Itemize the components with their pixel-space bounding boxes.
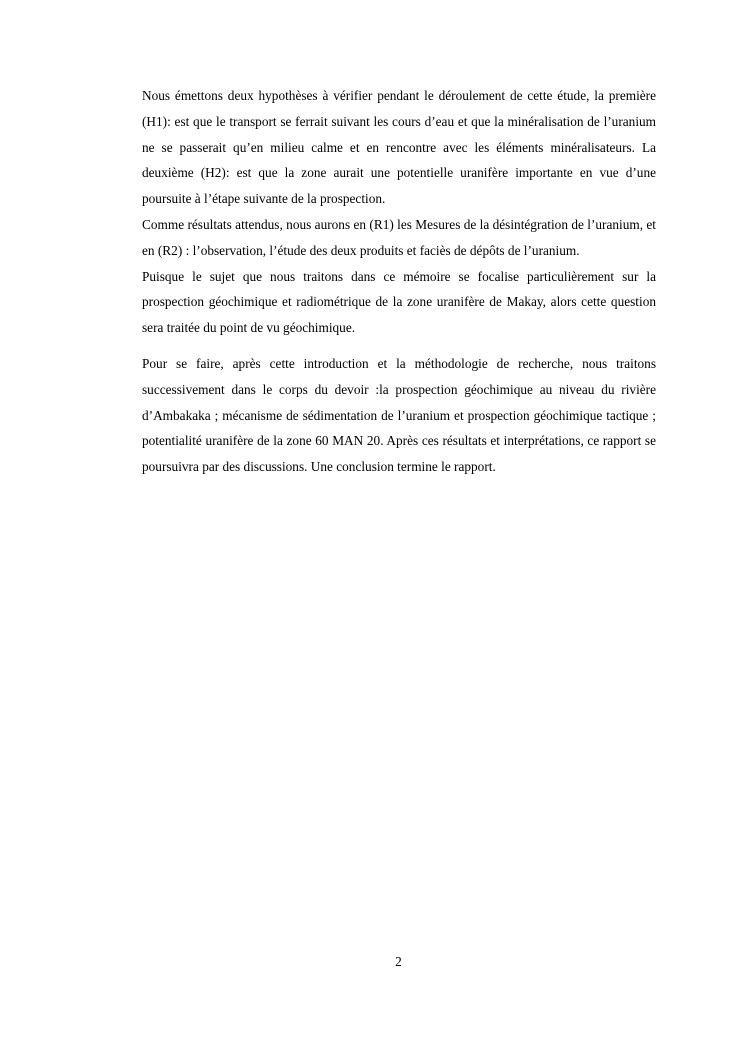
paragraph-hypotheses: Nous émettons deux hypothèses à vérifier pendant le déroulement de cette étude, la première (H1): est que le transport se ferrait suivant les cours d’eau et que la minéralisation de l’uranium ne se passerait qu’en milieu calme et en rencontre avec les éléments minéralisateurs. La deuxième (H2): est que la zone aurait une potentielle uranifère importante en vue d’une poursuite à l’étape suivante de la prospection. <box>142 88 656 207</box>
body-text <box>142 83 656 480</box>
page-number: 2 <box>395 954 402 969</box>
paragraph-subject-focus: Puisque le sujet que nous traitons dans ce mémoire se focalise particulièrement sur la prospection géochimique et radiométrique de la zone uranifère de Makay, alors cette question sera traitée du point de vu géochimique. <box>142 268 656 336</box>
paragraph-expected-results: Comme résultats attendus, nous aurons en (R1) les Mesures de la désintégration de l’uranium, et en (R2) : l’observation, l’étude des deux produits et faciès de dépôts de l’uranium. <box>142 216 656 258</box>
paragraph-plan: Pour se faire, après cette introduction et la méthodologie de recherche, nous traitons successivement dans le corps du devoir :la prospection géochimique au niveau du rivière d’Ambakaka ; mécanisme de sédimentation de l’uranium et prospection géochimique tactique ; potentialité uranifère de la zone 60 MAN 20. Après ces résultats et interprétations, ce rapport se poursuivra par des discussions. Une conclusion termine le rapport. <box>142 355 656 475</box>
